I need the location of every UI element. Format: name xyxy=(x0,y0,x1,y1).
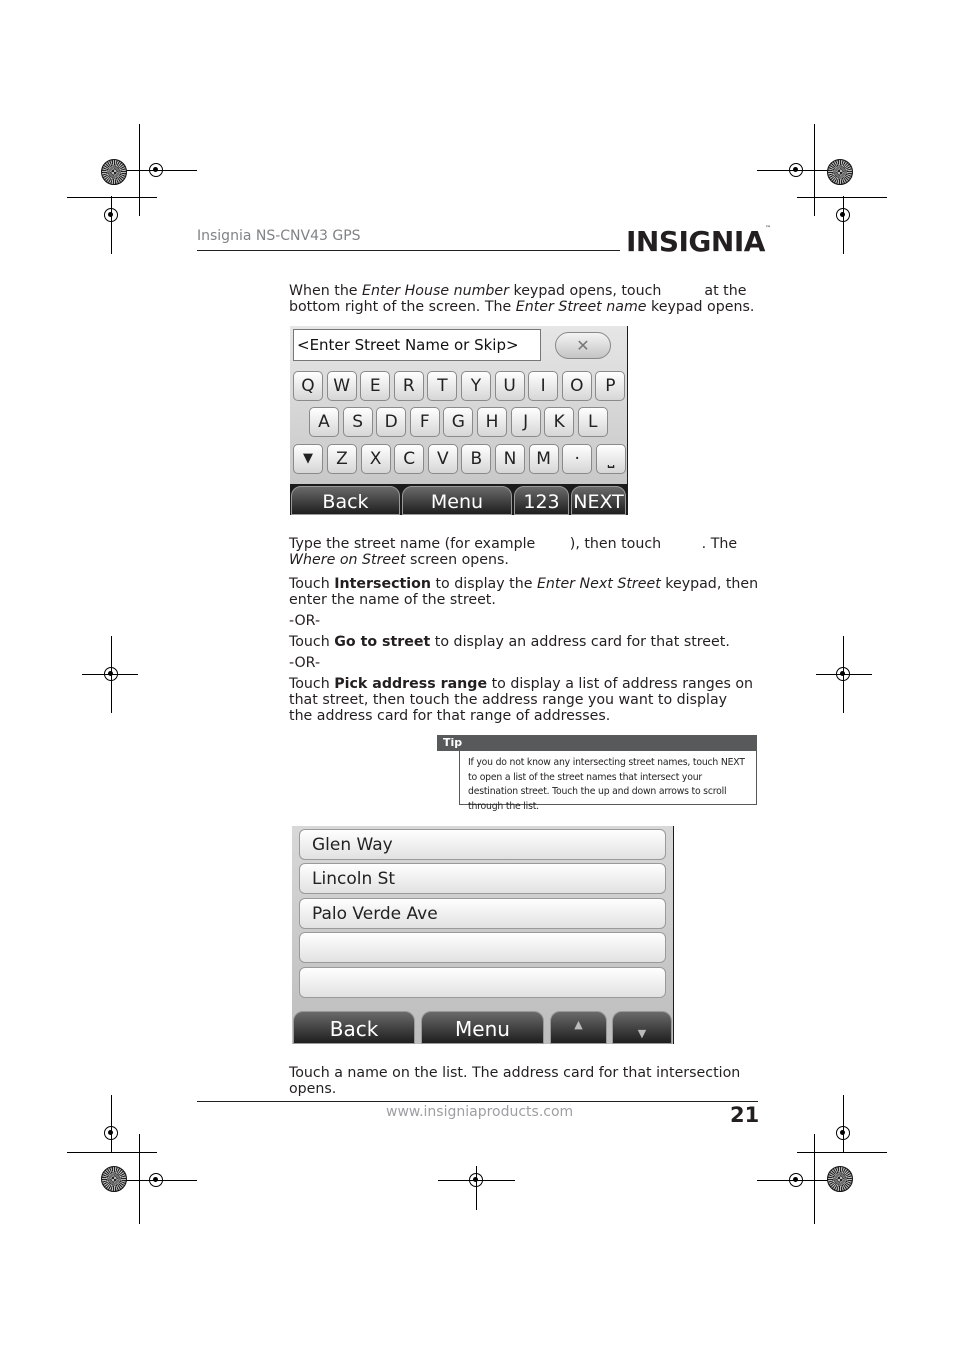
key-f[interactable]: F xyxy=(410,407,440,437)
back-button[interactable]: Back xyxy=(291,486,400,515)
list-item[interactable] xyxy=(299,932,666,963)
key-e[interactable]: E xyxy=(360,371,390,401)
header-title: Insignia NS-CNV43 GPS xyxy=(197,228,361,244)
street-name-input[interactable]: <Enter Street Name or Skip> xyxy=(293,329,541,361)
list-menu-button[interactable]: Menu xyxy=(421,1011,544,1044)
list-item[interactable] xyxy=(299,967,666,998)
scroll-up-icon[interactable]: ▲ xyxy=(550,1011,607,1044)
key-c[interactable]: C xyxy=(394,444,424,474)
key-p[interactable]: P xyxy=(595,371,625,401)
key-i[interactable]: I xyxy=(528,371,558,401)
backspace-x-icon[interactable]: ✕ xyxy=(555,332,611,359)
menu-button[interactable]: Menu xyxy=(402,486,512,515)
list-back-button[interactable]: Back xyxy=(293,1011,415,1044)
key-j[interactable]: J xyxy=(511,407,541,437)
header-rule xyxy=(197,250,620,251)
or-separator: -OR- xyxy=(289,655,321,671)
intersection-paragraph: Touch Intersection to display the Enter Next Street keypad, then enter the name of the street. xyxy=(289,576,759,608)
tip-label: Tip xyxy=(437,735,757,751)
intro-paragraph: When the Enter House number keypad opens, touch at the bottom right of the screen. The Enter Street name keypad opens. xyxy=(289,283,755,315)
list-item[interactable]: Palo Verde Ave xyxy=(299,898,666,929)
space-bar-icon[interactable]: ⎵ xyxy=(596,444,626,474)
list-item[interactable]: Lincoln St xyxy=(299,863,666,894)
key-h[interactable]: H xyxy=(477,407,507,437)
key-v[interactable]: V xyxy=(428,444,458,474)
key-w[interactable]: W xyxy=(327,371,357,401)
closing-paragraph: Touch a name on the list. The address card for that intersection opens. xyxy=(289,1065,741,1097)
key-g[interactable]: G xyxy=(443,407,473,437)
next-button[interactable]: NEXT xyxy=(571,486,626,515)
key-r[interactable]: R xyxy=(394,371,424,401)
numbers-button[interactable]: 123 xyxy=(514,486,569,515)
tip-text: If you do not know any intersecting street names, touch NEXT to open a list of the street names that intersect your destination street. Touch the up and down arrows to scroll through the list. xyxy=(468,757,745,812)
step2-paragraph: Type the street name (for example ), then touch . The Where on Street screen opens. xyxy=(289,536,738,568)
key-z[interactable]: Z xyxy=(327,444,357,474)
key-k[interactable]: K xyxy=(544,407,574,437)
key-q[interactable]: Q xyxy=(293,371,323,401)
tip-box xyxy=(459,751,757,812)
key-y[interactable]: Y xyxy=(461,371,491,401)
or-separator: -OR- xyxy=(289,613,321,629)
list-item[interactable]: Glen Way xyxy=(299,829,666,860)
footer-rule xyxy=(197,1101,758,1102)
key-b[interactable]: B xyxy=(461,444,491,474)
key-u[interactable]: U xyxy=(495,371,525,401)
key-s[interactable]: S xyxy=(343,407,373,437)
keyboard-screen xyxy=(290,326,628,515)
pick-address-range-paragraph: Touch Pick address range to display a list of address ranges on that street, then touch the address range you want to display the address card for that range of addresses. xyxy=(289,676,754,724)
key-o[interactable]: O xyxy=(562,371,592,401)
street-list-screen xyxy=(292,826,674,1044)
page-number: 21 xyxy=(730,1103,760,1127)
key-n[interactable]: N xyxy=(495,444,525,474)
key-m[interactable]: M xyxy=(529,444,559,474)
go-to-street-paragraph: Touch Go to street to display an address card for that street. xyxy=(289,634,730,650)
key-d[interactable]: D xyxy=(376,407,406,437)
insignia-logo: INSIGNIA™ xyxy=(626,225,771,258)
key-t[interactable]: T xyxy=(427,371,457,401)
key-a[interactable]: A xyxy=(309,407,339,437)
down-arrow-icon[interactable]: ▼ xyxy=(293,444,323,474)
scroll-down-icon[interactable]: ▼ xyxy=(612,1011,672,1044)
key-x[interactable]: X xyxy=(361,444,391,474)
key-dot[interactable]: · xyxy=(562,444,592,474)
key-l[interactable]: L xyxy=(578,407,608,437)
footer-url: www.insigniaproducts.com xyxy=(386,1104,574,1120)
